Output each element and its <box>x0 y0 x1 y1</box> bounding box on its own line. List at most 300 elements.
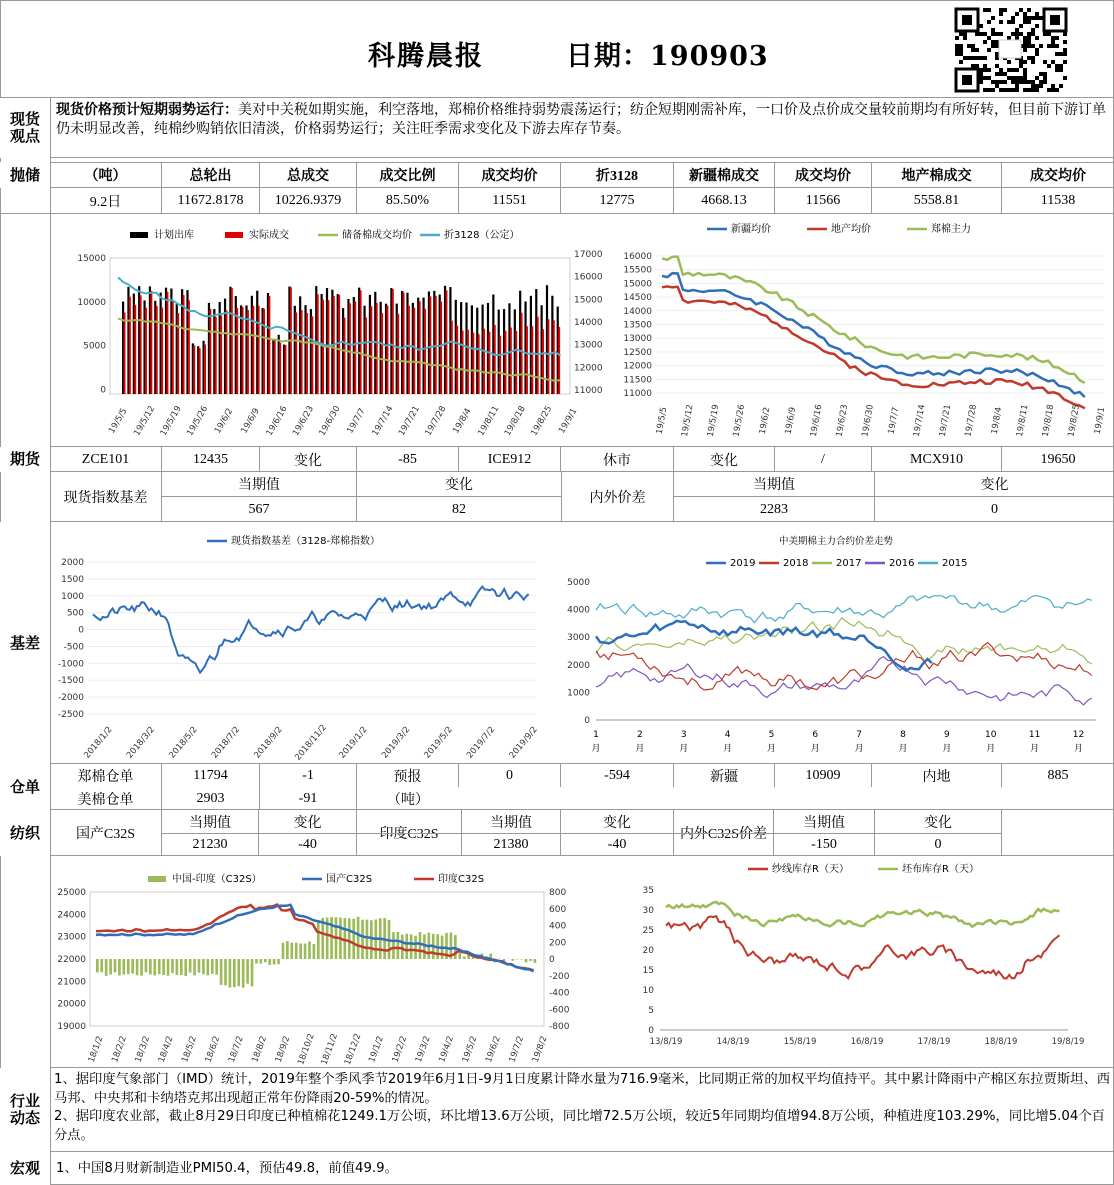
chart5-diff-bar <box>96 959 99 972</box>
chart5-diff-bar <box>153 959 156 975</box>
qr-module <box>1039 80 1043 84</box>
chart6-y-tick: 0 <box>648 1026 654 1036</box>
chart1-x-tick: 19/6/16 <box>264 404 290 438</box>
qr-module <box>979 72 983 76</box>
chart1-actual-bar <box>183 295 185 394</box>
chart2-x-tick: 19/5/12 <box>680 403 696 438</box>
chart1-actual-bar <box>386 306 388 394</box>
qr-module <box>1031 56 1035 60</box>
qr-module <box>955 36 959 40</box>
qr-module <box>1051 40 1055 44</box>
reserve-header-row <box>50 162 1114 188</box>
spot-price-chart <box>612 218 1110 446</box>
chart1-actual-bar <box>515 331 517 394</box>
qr-module <box>1015 32 1019 36</box>
qr-module <box>995 64 999 68</box>
chart2-x-tick: 19/6/30 <box>860 403 876 438</box>
chart5-diff-bar <box>100 959 103 972</box>
qr-module <box>1011 76 1015 80</box>
qr-module <box>971 48 975 52</box>
qr-module <box>995 40 999 44</box>
chart5-diff-bar <box>458 953 461 959</box>
c32s-spread-change-header: 变化 <box>875 810 1002 833</box>
qr-finder-core <box>1050 15 1060 25</box>
chart1-actual-bar <box>140 295 142 394</box>
chart1-actual-bar <box>526 326 528 394</box>
qr-module <box>1023 80 1027 84</box>
chart5-diff-bar <box>405 934 408 959</box>
qr-module <box>1035 88 1039 92</box>
chart4-legend-4: 2015 <box>942 558 968 569</box>
chart1-x-tick: 19/8/25 <box>529 404 555 438</box>
chart5-yr-tick: -400 <box>549 988 570 999</box>
chart1-actual-bar <box>408 306 410 394</box>
chart2-y-tick: 13500 <box>623 320 652 331</box>
warehouse-zce-cell-8: 内地 <box>872 764 1002 787</box>
chart5-legend-0: 中国-印度（C32S） <box>172 874 262 885</box>
qr-module <box>1019 8 1023 12</box>
qr-module <box>995 52 999 56</box>
chart2-legend-1: 地产均价 <box>831 224 871 235</box>
warehouse-zce-cell-7: 10909 <box>775 764 872 787</box>
qr-module <box>959 32 963 36</box>
qr-module <box>1023 36 1027 40</box>
chart1-x-tick: 19/8/11 <box>476 404 502 438</box>
qr-module <box>1015 84 1019 88</box>
qr-module <box>1059 84 1063 88</box>
india-change-header: 变化 <box>561 810 674 833</box>
qr-module <box>1043 80 1047 84</box>
chart1-actual-bar <box>537 317 539 394</box>
qr-module <box>1055 88 1059 92</box>
chart1-actual-bar <box>429 296 431 394</box>
qr-module <box>1011 20 1015 24</box>
chart1-actual-bar <box>306 313 308 394</box>
reserve-auction-chart <box>55 218 605 446</box>
chart1-actual-bar <box>344 318 346 394</box>
chart1-actual-bar <box>166 292 168 394</box>
warehouse-us-cell-0: 美棉仓单 <box>50 787 162 810</box>
chart6-y-tick: 35 <box>642 886 654 896</box>
chart1-legend-1-swatch <box>225 232 243 238</box>
qr-module <box>1063 48 1067 52</box>
chart1-x-tick: 19/8/4 <box>451 406 474 436</box>
qr-module <box>1043 76 1047 80</box>
chart2-xinjiang-line <box>662 273 1085 397</box>
chart1-actual-bar <box>376 303 378 394</box>
qr-module <box>975 64 979 68</box>
qr-module <box>1047 44 1051 48</box>
chart2-y-tick: 11500 <box>623 375 652 386</box>
qr-module <box>1023 40 1027 44</box>
qr-module <box>1027 8 1031 12</box>
chart5-diff-bar <box>118 959 121 976</box>
chart2-x-tick: 19/8/4 <box>989 406 1005 435</box>
chart1-actual-bar <box>134 305 136 394</box>
chart5-diff-bar <box>511 959 514 961</box>
qr-module <box>1043 60 1047 64</box>
chart1-x-tick: 19/6/23 <box>291 404 317 438</box>
chart5-x-tick: 18/5/2 <box>180 1034 199 1064</box>
chart1-yr-tick: 11000 <box>574 386 603 396</box>
warehouse-zce-cell-5: -594 <box>561 764 674 787</box>
qr-module <box>1043 72 1047 76</box>
qr-module <box>1055 64 1059 68</box>
chart5-diff-bar <box>145 959 148 972</box>
reserve-header-cell-8: 地产棉成交 <box>872 162 1002 188</box>
warehouse-zce-cell-6: 新疆 <box>674 764 775 787</box>
spot-label: 现货 观点 <box>0 98 50 158</box>
chart1-actual-bar <box>440 302 442 394</box>
chart5-diff-bar <box>105 959 108 976</box>
qr-module <box>1023 48 1027 52</box>
chart5-diff-bar <box>277 959 280 964</box>
qr-module <box>995 32 999 36</box>
chart5-yl-tick: 24000 <box>57 910 86 921</box>
qr-module <box>995 56 999 60</box>
chart4-y-tick: 5000 <box>567 578 590 588</box>
qr-module <box>1003 80 1007 84</box>
domestic-change-value: -40 <box>259 833 357 856</box>
chart5-x-tick: 18/7/2 <box>226 1034 246 1064</box>
chart5-diff-bar <box>202 959 205 974</box>
chart5-diff-bar <box>414 936 417 959</box>
chart5-yr-tick: -600 <box>549 1005 570 1016</box>
futures-cell-9: 19650 <box>1040 451 1076 467</box>
spread-current-value: 2283 <box>674 497 875 522</box>
qr-module <box>1019 60 1023 64</box>
chart1-actual-bar <box>295 312 297 394</box>
chart1-actual-bar <box>521 313 523 394</box>
spread-current-header: 当期值 <box>674 472 875 497</box>
qr-module <box>999 68 1003 72</box>
chart6-x-tick: 13/8/19 <box>649 1037 683 1047</box>
basis-current-header: 当期值 <box>162 472 357 497</box>
chart2-x-tick: 19/6/9 <box>783 406 799 435</box>
chart5-diff-bar <box>233 959 236 987</box>
domestic-change-header: 变化 <box>259 810 357 833</box>
qr-module <box>1059 52 1063 56</box>
report-header <box>0 0 1114 98</box>
chart4-x-tick-unit: 月 <box>766 744 776 754</box>
chart1-actual-bar <box>531 326 533 394</box>
qr-module <box>1027 44 1031 48</box>
c32s-spread-current-header: 当期值 <box>774 810 875 833</box>
chart5-yr-tick: 600 <box>549 904 567 915</box>
qr-module <box>999 20 1003 24</box>
chart5-diff-bar <box>344 918 347 959</box>
qr-module <box>1031 80 1035 84</box>
chart1-legend-0-swatch <box>130 232 148 238</box>
chart5-x-tick: 19/5/2 <box>460 1034 480 1064</box>
qr-module <box>987 76 991 80</box>
c32s-spread-current-value: -150 <box>774 833 875 856</box>
chart5-diff-bar <box>109 959 112 975</box>
qr-module <box>1039 16 1043 20</box>
chart1-actual-bar <box>215 317 217 394</box>
chart4-y-tick: 1000 <box>567 688 590 699</box>
chart5-yr-tick: 800 <box>549 888 567 898</box>
futures-cell-4: ICE912 <box>459 447 561 472</box>
chart5-diff-bar <box>529 959 532 961</box>
qr-module <box>1007 88 1011 92</box>
reserve-header-cell-7: 成交均价 <box>775 162 872 188</box>
chart5-x-tick: 18/6/2 <box>203 1034 223 1064</box>
chart4-x-tick: 11 <box>1028 730 1041 740</box>
chart4-x-tick: 10 <box>985 730 997 740</box>
chart5-diff-bar <box>255 959 258 963</box>
qr-module <box>991 16 995 20</box>
qr-module <box>1063 76 1067 80</box>
chart5-legend-0-swatch <box>148 876 166 882</box>
qr-module <box>987 88 991 92</box>
chart1-actual-bar <box>279 343 281 394</box>
chart2-x-tick: 19/6/2 <box>757 406 773 435</box>
chart4-x-tick-unit: 月 <box>723 744 733 754</box>
qr-module <box>1003 72 1007 76</box>
qr-code-icon[interactable] <box>955 8 1067 92</box>
chart2-x-tick: 19/8/18 <box>1040 403 1057 438</box>
futures-row <box>50 447 1114 472</box>
chart1-actual-bar <box>510 327 512 394</box>
qr-module <box>1007 20 1011 24</box>
chart1-actual-bar <box>397 314 399 394</box>
qr-module <box>991 40 995 44</box>
chart5-diff-bar <box>198 959 201 973</box>
chart5-x-tick: 19/7/2 <box>507 1034 527 1064</box>
chart5-x-tick: 18/8/2 <box>250 1034 270 1064</box>
qr-module <box>1031 28 1035 32</box>
qr-module <box>1051 60 1055 64</box>
chart4-2019-line <box>596 621 932 671</box>
qr-module <box>1031 32 1035 36</box>
qr-module <box>1023 72 1027 76</box>
chart2-x-tick: 19/5/5 <box>654 406 670 435</box>
chart5-diff-bar <box>114 959 117 972</box>
chart4-x-tick-unit: 月 <box>1030 744 1040 754</box>
chart3-x-tick: 2018/3/2 <box>124 724 158 761</box>
qr-module <box>1011 80 1015 84</box>
qr-finder-core <box>962 15 972 25</box>
chart5-diff-bar <box>282 943 285 959</box>
chart5-diff-bar <box>131 959 134 974</box>
qr-module <box>1027 16 1031 20</box>
india-change-value: -40 <box>561 833 674 856</box>
chart1-actual-bar <box>472 333 474 394</box>
chart4-x-tick: 5 <box>768 730 775 740</box>
chart5-diff-bar <box>127 959 130 974</box>
reserve-header-cell-2: 总成交 <box>260 162 357 188</box>
chart6-x-tick: 14/8/19 <box>716 1037 750 1047</box>
qr-module <box>963 36 967 40</box>
chart2-x-tick: 19/7/21 <box>937 403 954 438</box>
chart1-x-tick: 19/7/21 <box>396 404 422 438</box>
qr-module <box>1035 16 1039 20</box>
chart5-diff-bar <box>370 920 373 959</box>
chart6-legend-1: 坯布库存R（天） <box>902 864 979 875</box>
futures-label: 期货 <box>0 447 50 472</box>
basis-label: 基差 <box>0 522 50 764</box>
chart3-y-tick: -1500 <box>57 676 84 687</box>
chart2-y-tick: 11000 <box>623 389 652 399</box>
chart6-y-tick: 15 <box>642 966 654 976</box>
reserve-value-cell-5: 12775 <box>561 188 674 214</box>
chart1-yr-tick: 15000 <box>574 295 603 306</box>
warehouse-row-us <box>50 787 1114 810</box>
chart1-actual-bar <box>349 303 351 394</box>
chart5-diff-bar <box>136 959 139 975</box>
qr-module <box>1039 84 1043 88</box>
chart5-diff-bar <box>366 920 369 959</box>
qr-module <box>1031 16 1035 20</box>
chart6-x-tick: 19/8/19 <box>1051 1037 1085 1047</box>
domestic-current-value: 21230 <box>162 833 259 856</box>
chart1-actual-bar <box>150 291 152 394</box>
chart5-diff-bar <box>171 959 174 973</box>
qr-module <box>987 8 991 12</box>
chart1-actual-bar <box>419 301 421 394</box>
qr-module <box>1007 60 1011 64</box>
chart1-actual-bar <box>236 308 238 394</box>
qr-module <box>983 64 987 68</box>
chart5-diff-bar <box>290 943 293 959</box>
industry-news-item-2: 2、据印度农业部，截止8月29日印度已种植棉花1249.1万公顷，环比增13.6万公顷，同比增72.5万公顷，较近5年同期均值增94.8万公顷，种植进度103.29%，同比增5.04个百分点。 <box>54 1109 1105 1143</box>
chart5-x-tick: 18/2/2 <box>110 1034 129 1064</box>
chart4-x-tick-unit: 月 <box>898 744 908 754</box>
chart3-y-tick: -2000 <box>57 693 84 704</box>
chart1-actual-bar <box>392 289 394 394</box>
qr-module <box>1003 8 1007 12</box>
qr-module <box>987 36 991 40</box>
reserve-header-cell-1: 总轮出 <box>162 162 260 188</box>
chart1-x-tick: 19/5/5 <box>107 406 130 436</box>
futures-cell-1: 12435 <box>162 447 260 472</box>
chart5-x-tick: 18/4/2 <box>156 1034 176 1064</box>
chart5-diff-bar <box>410 934 413 959</box>
chart1-actual-bar <box>204 345 206 394</box>
chart5-x-tick: 19/6/2 <box>484 1034 503 1064</box>
chart5-yr-tick: -800 <box>549 1022 570 1032</box>
warehouse-us-cell-2: -91 <box>260 787 357 810</box>
qr-module <box>1039 72 1043 76</box>
qr-module <box>995 44 999 48</box>
reserve-value-cell-1: 11672.8178 <box>162 188 260 214</box>
qr-module <box>1047 64 1051 68</box>
chart3-x-tick: 2018/1/2 <box>82 724 115 761</box>
chart1-actual-bar <box>403 292 405 394</box>
qr-module <box>1015 12 1019 16</box>
warehouse-row-zce <box>50 764 1114 787</box>
chart4-x-tick: 12 <box>1072 730 1085 740</box>
futures-cell-5: 休市 <box>561 447 674 472</box>
chart1-yr-tick: 12000 <box>574 363 603 374</box>
chart5-diff-bar <box>246 959 249 984</box>
chart3-y-tick: -2500 <box>57 710 84 720</box>
qr-module <box>959 48 963 52</box>
chart1-actual-bar <box>478 334 480 394</box>
qr-module <box>999 12 1003 16</box>
chart1-actual-bar <box>268 296 270 394</box>
qr-module <box>1031 88 1035 92</box>
chart1-legend-3: 折3128（公定） <box>444 230 520 241</box>
chart1-x-tick: 19/5/12 <box>132 404 158 438</box>
chart5-diff-bar <box>211 959 214 974</box>
chart1-actual-bar <box>225 310 227 394</box>
chart4-x-tick: 9 <box>944 730 950 740</box>
chart2-x-tick: 19/7/7 <box>886 406 902 435</box>
chart5-yr-tick: -200 <box>549 971 570 982</box>
chart5-x-tick: 18/1/2 <box>86 1034 106 1064</box>
chart1-actual-bar <box>483 329 485 394</box>
qr-module <box>979 24 983 28</box>
reserve-value-cell-6: 4668.13 <box>674 188 775 214</box>
chart1-actual-bar <box>451 321 453 394</box>
chart1-actual-bar <box>124 312 126 394</box>
us-china-spread-chart <box>556 526 1110 762</box>
qr-module <box>1023 88 1027 92</box>
qr-module <box>1031 44 1035 48</box>
chart5-x-tick: 19/3/2 <box>413 1034 433 1064</box>
qr-module <box>999 8 1003 12</box>
report-date: 日期：190903 <box>566 41 769 72</box>
chart5-domestic-line <box>96 905 534 972</box>
chart3-x-tick: 2018/9/2 <box>252 724 285 761</box>
chart5-yr-tick: 0 <box>549 955 555 965</box>
chart5-diff-bar <box>167 959 170 976</box>
chart5-diff-bar <box>176 959 179 975</box>
basis-change-header: 变化 <box>357 472 561 497</box>
chart5-diff-bar <box>140 959 143 976</box>
qr-module <box>991 32 995 36</box>
chart1-actual-bar <box>129 297 131 394</box>
warehouse-zce-cell-3: 预报 <box>357 764 459 787</box>
chart3-legend: 现货指数基差（3128-郑棉指数） <box>231 536 381 547</box>
chart1-actual-bar <box>488 332 490 394</box>
qr-module <box>1059 68 1063 72</box>
qr-module <box>1027 80 1031 84</box>
qr-module <box>1007 36 1011 40</box>
chart1-actual-bar <box>499 336 501 394</box>
qr-module <box>999 72 1003 76</box>
chart1-x-tick: 19/6/30 <box>317 404 343 438</box>
qr-module <box>955 44 959 48</box>
chart1-actual-bar <box>199 348 201 394</box>
warehouse-zce-cell-2: -1 <box>260 764 357 787</box>
reserve-label: 抛储 <box>0 162 50 188</box>
report-title: 科腾晨报 <box>368 41 484 72</box>
qr-module <box>1007 76 1011 80</box>
chart5-diff-bar <box>215 959 218 975</box>
reserve-header-cell-5: 折3128 <box>561 162 674 188</box>
macro-news: 1、中国8月财新制造业PMI50.4，预估49.8，前值49.9。 <box>56 1161 398 1176</box>
qr-module <box>1027 88 1031 92</box>
chart1-actual-bar <box>220 315 222 394</box>
qr-module <box>1023 44 1027 48</box>
qr-module <box>967 44 971 48</box>
qr-module <box>1035 12 1039 16</box>
chart6-legend-0: 纱线库存R（天） <box>772 864 849 875</box>
chart5-x-tick: 19/4/2 <box>437 1034 457 1064</box>
chart5-diff-bar <box>392 932 395 959</box>
qr-module <box>995 84 999 88</box>
chart3-x-tick: 2019/7/2 <box>465 724 498 761</box>
chart2-x-tick: 19/8/11 <box>1014 403 1031 438</box>
chart2-y-tick: 14500 <box>623 293 652 304</box>
futures-cell-7: / <box>775 447 872 472</box>
qr-module <box>1023 12 1027 16</box>
chart3-y-tick: -500 <box>63 642 84 653</box>
chart5-diff-bar <box>401 935 404 959</box>
